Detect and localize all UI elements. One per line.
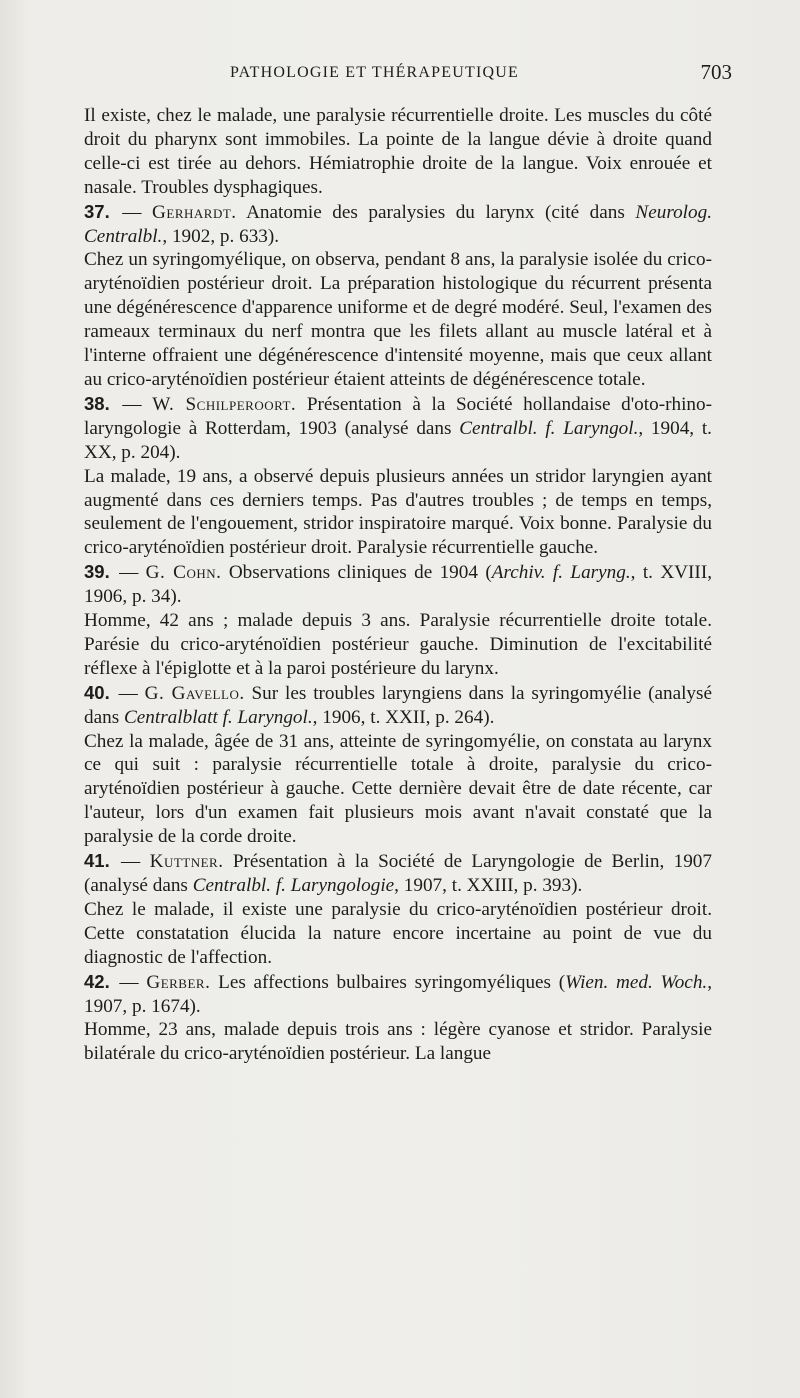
entry-38	[84, 392, 712, 560]
entry-body: Homme, 23 ans, malade depuis trois ans : légère cyanose et stridor. Paralysie bilatérale du crico-aryténoïdien postérieur. La langue	[84, 1019, 712, 1065]
entry-title: Les affections bulbaires syringomyéliques (	[210, 971, 566, 993]
entry-title: Présentation à la Société de Laryngologie de Berlin, 1907 (analysé dans	[84, 851, 712, 896]
entry-37	[84, 200, 712, 392]
entry-author: Gerhardt.	[152, 201, 237, 223]
entry-body: Chez la malade, âgée de 31 ans, atteinte de syringomyélie, on constata au larynx ce qui suit : paralysie récurrentielle totale à droite, paralysie du crico-aryténoïdien postérieur à gauche. Cette dernière devait être de date récente, car l'auteur, lors d'un examen fait plusieurs mois avant n'avait constaté que la paralysie de la corde droite.	[84, 730, 712, 848]
citation-dash: —	[111, 562, 146, 584]
citation-dash: —	[111, 971, 147, 993]
entry-title: Présentation à la Société hollandaise d'oto-rhino-laryngologie à Rotterdam, 1903 (analysé dans	[84, 393, 712, 439]
entry-source: Centralblatt f. Laryngol.	[123, 706, 313, 728]
entry-source: Archiv. f. Laryng.	[491, 562, 631, 584]
intro-paragraph: Il existe, chez le malade, une paralysie récurrentielle droite. Les muscles du côté droit du pharynx sont immobiles. La pointe de la langue dévie à droite quand celle-ci est tirée au dehors. Hémiatrophie droite de la langue. Voix enrouée et nasale. Troubles dysphagiques.	[84, 105, 712, 198]
entry-number: 39.	[84, 561, 110, 583]
entry-number: 41.	[84, 850, 110, 872]
entry-citation-tail: , t. XVIII, 1906, p. 34).	[84, 562, 713, 608]
entry-number: 42.	[84, 970, 110, 992]
entry-40	[84, 681, 712, 849]
citation-dash: —	[111, 201, 153, 223]
entry-author: G. Gavello.	[144, 682, 245, 704]
entry-citation	[84, 970, 712, 1019]
entry-body: Chez un syringomyélique, on observa, pendant 8 ans, la paralysie isolée du crico-aryténoïdien postérieur droit. La préparation histologique du récurrent présenta une dégénérescence d'apparence uniforme et de degré modéré. Seul, l'examen des rameaux terminaux du nerf montra que les filets allant au muscle latéral et à l'interne offraient une dégénérescence d'intensité moyenne, mais que ceux allant au crico-aryténoïdien postérieur étaient atteints de dégénérescence totale.	[84, 249, 712, 390]
entry-title: Observations cliniques de 1904 (	[221, 562, 492, 584]
entry-body: Chez le malade, il existe une paralysie du crico-aryténoïdien postérieur droit. Cette constatation élucida la nature encore incertaine au point de vue du diagnostic de l'affection.	[84, 898, 712, 968]
entry-source: Centralbl. f. Laryngologie	[192, 875, 395, 896]
entry-41	[84, 849, 712, 970]
entry-42	[84, 970, 712, 1067]
entry-number: 38.	[84, 392, 110, 414]
entry-citation	[84, 392, 712, 465]
entry-title: Anatomie des paralysies du larynx (cité dans	[236, 201, 636, 223]
entry-citation-tail: , 1902, p. 633).	[162, 225, 280, 247]
entry-number: 40.	[84, 681, 110, 703]
entry-number: 37.	[84, 200, 110, 222]
entry-author: Kuttner.	[149, 851, 224, 873]
entry-author: W. Schilperoort.	[152, 393, 297, 415]
entry-citation	[84, 200, 712, 249]
entry-citation-tail: , 1907, p. 1674).	[84, 971, 713, 1017]
entry-source: Neurolog. Centralbl.	[84, 201, 712, 247]
entry-citation-tail: , 1906, t. XXII, p. 264).	[312, 706, 495, 728]
entry-citation	[84, 681, 712, 730]
entry-source: Centralbl. f. Laryngol.	[459, 417, 639, 439]
entry-source: Wien. med. Woch.	[565, 971, 708, 993]
citation-dash: —	[111, 851, 150, 873]
entry-title: Sur les troubles laryngiens dans la syringomyélie (analysé dans	[84, 682, 713, 728]
citation-dash: —	[111, 682, 145, 704]
entry-body: Homme, 42 ans ; malade depuis 3 ans. Paralysie récurrentielle droite totale. Parésie du crico-aryténoïdien postérieur gauche. Diminution de l'excitabilité réflexe à l'épiglotte et à la paroi postérieure du larynx.	[84, 610, 712, 679]
page-number: 703	[700, 60, 732, 84]
entry-body: La malade, 19 ans, a observé depuis plusieurs années un stridor laryngien ayant augmenté dans ces derniers temps. Pas d'autres troubles ; de temps en temps, seulement de l'engouement, stridor inspiratoire marqué. Voix bonne. Paralysie du crico-aryténoïdien postérieur droit. Paralysie récurrentielle gauche.	[84, 465, 712, 559]
entry-39	[84, 560, 712, 681]
entry-citation-tail: , 1907, t. XXIII, p. 393).	[394, 875, 583, 896]
entry-author: G. Cohn.	[145, 562, 222, 584]
citation-dash: —	[111, 393, 153, 415]
entry-citation-tail: , 1904, t. XX, p. 204).	[84, 417, 712, 463]
entry-citation	[84, 560, 712, 609]
entry-author: Gerber.	[146, 971, 211, 993]
page-body	[84, 104, 712, 1066]
running-title: PATHOLOGIE ET THÉRAPEUTIQUE	[230, 64, 519, 81]
entry-citation	[84, 849, 712, 898]
